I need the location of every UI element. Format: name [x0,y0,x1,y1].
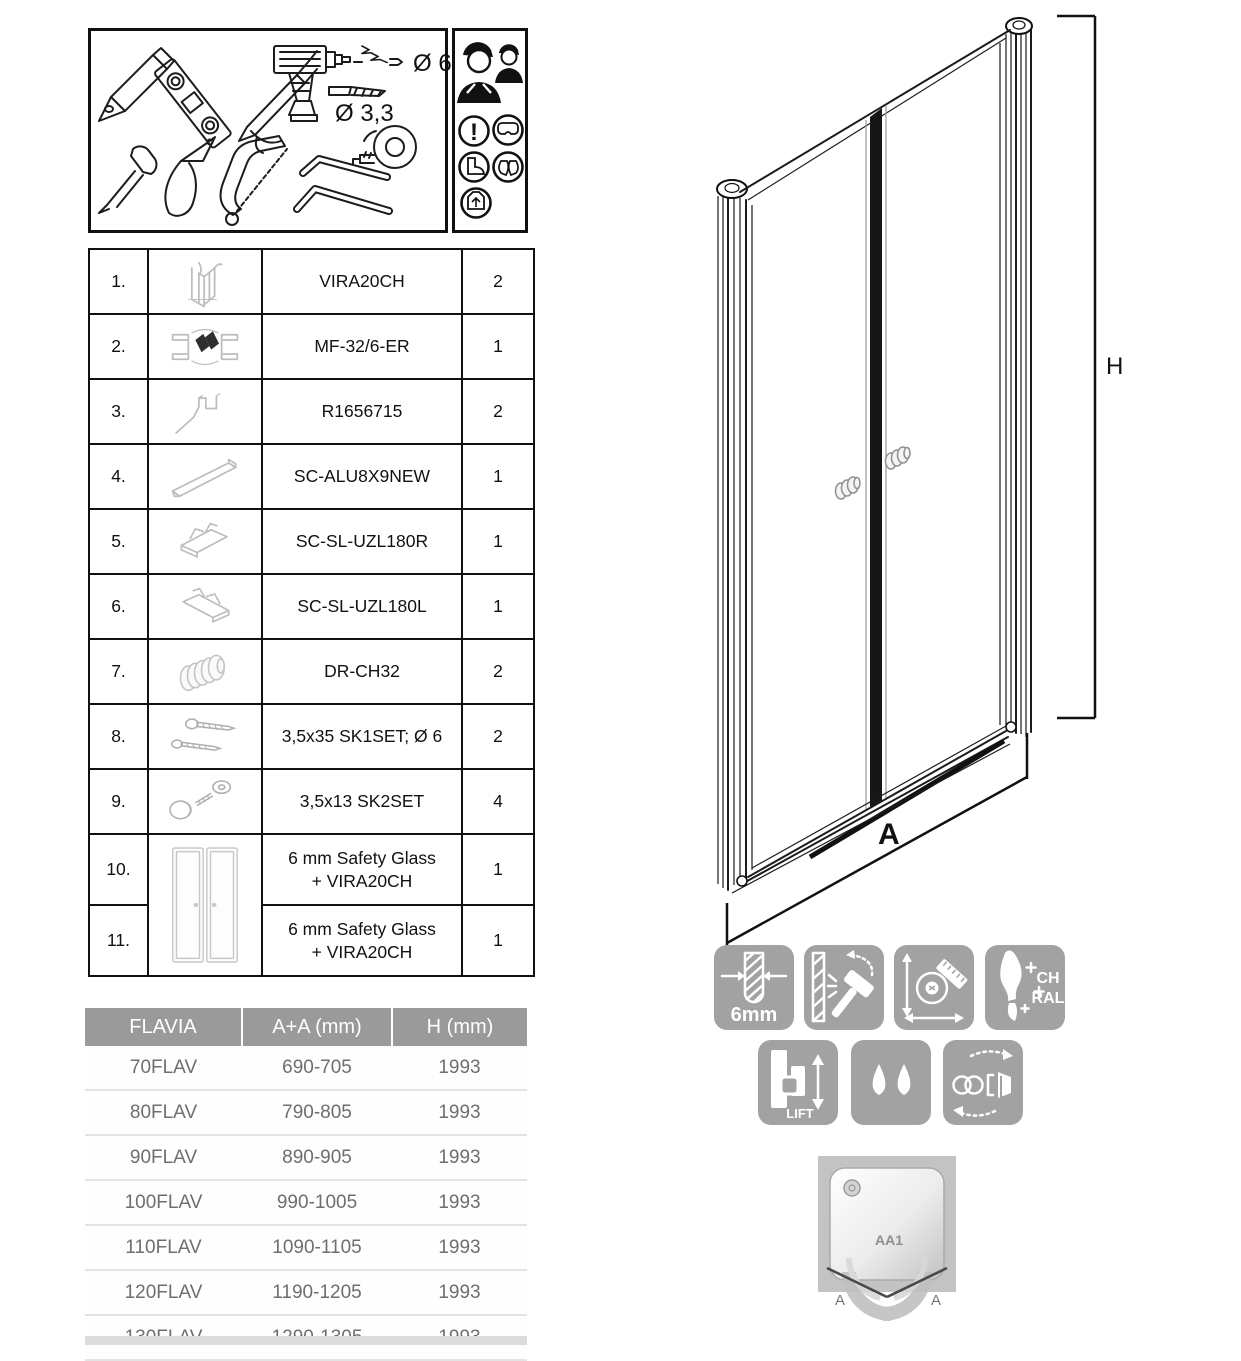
wall-plug-icon [354,46,402,65]
part-icon-magnetic-seal [148,314,262,379]
size-width-range: 1090-1105 [242,1225,392,1270]
warning-exclamation-icon [460,117,489,147]
part-icon-wall-profile [148,249,262,314]
part-name: MF-32/6-ER [262,314,462,379]
door-left-label: A [834,1292,846,1309]
size-model: 70FLAV [85,1046,242,1090]
size-height: 1993 [392,1090,527,1135]
parts-table-body [89,249,534,976]
part-icon-bracket [148,379,262,444]
protective-gloves-icon [494,153,523,182]
badge-wall-hammer-install [804,945,884,1030]
part-number: 10. [89,834,148,905]
safety-illustration [455,31,525,230]
bit-diameter-label: Ø 3,3 [335,100,394,127]
model-label: AA1 [874,1232,904,1248]
size-height: 1993 [392,1225,527,1270]
part-qty: 1 [462,834,534,905]
safety-goggles-icon [494,116,523,145]
size-chart-header-model: FLAVIA [85,1008,242,1046]
part-icon-double-doors [148,834,262,976]
badge-reversible-door [943,1040,1023,1125]
parts-list-table [88,248,535,977]
lift-label: LIFT [786,1106,814,1121]
required-tools-panel [88,28,452,233]
part-number: 1. [89,249,148,314]
screwdriver-icon [99,146,156,213]
size-chart-header-row [85,1008,527,1046]
part-qty: 1 [462,444,534,509]
width-dimension-label: A [878,818,900,851]
height-dimension-label: H [1106,353,1124,380]
size-chart-table [85,1008,527,1361]
part-row [89,444,534,509]
part-row [89,574,534,639]
part-name: 6 mm Safety Glass + VIRA20CH [262,905,462,976]
part-qty: 2 [462,379,534,444]
badge-paint-ch-ral [985,945,1065,1030]
door-right-label: A [930,1292,942,1309]
size-model: 110FLAV [85,1225,242,1270]
part-icon-knob [148,639,262,704]
size-row [85,1046,527,1090]
drain-icon [844,1180,860,1196]
size-chart-header-width: A+A (mm) [242,1008,392,1046]
part-qty: 1 [462,314,534,379]
size-height: 1993 [392,1046,527,1090]
part-number: 8. [89,704,148,769]
size-chart-body [85,1046,527,1360]
part-number: 3. [89,379,148,444]
size-row [85,1090,527,1135]
size-chart-header-height: H (mm) [392,1008,527,1046]
right-wall-profile [1006,18,1032,737]
part-icon-screws [148,704,262,769]
part-icon-hinge-right [148,509,262,574]
protective-clothing-icon [462,189,491,218]
size-model: 100FLAV [85,1180,242,1225]
part-qty: 1 [462,509,534,574]
left-wall-profile [717,180,747,890]
protective-boots-icon [460,153,489,182]
size-row [85,1135,527,1180]
left-door-knob [836,477,861,499]
size-row [85,1180,527,1225]
allen-keys-icon [297,159,389,211]
door-technical-drawing [690,0,1160,960]
size-height: 1993 [392,1270,527,1315]
size-model: 90FLAV [85,1135,242,1180]
part-qty: 4 [462,769,534,834]
part-row [89,704,534,769]
glass-thickness-label: 6mm [730,1004,778,1026]
utility-knife-icon [165,137,215,216]
table-bottom-strip [85,1336,527,1345]
part-number: 9. [89,769,148,834]
drill-bit-icon [329,87,385,96]
size-row [85,1270,527,1315]
part-row [89,249,534,314]
size-width-range: 1190-1205 [242,1270,392,1315]
part-row [89,769,534,834]
exclamation-glyph: ! [470,119,478,146]
bottom-right-hinge [1006,722,1016,732]
part-qty: 2 [462,249,534,314]
badge-lift-adjust [758,1040,838,1125]
installers-icon [457,42,523,103]
part-icon-hinge-left [148,574,262,639]
part-number: 2. [89,314,148,379]
size-height: 1993 [392,1135,527,1180]
safety-requirements-panel [452,28,528,233]
part-row [89,639,534,704]
size-row [85,1225,527,1270]
part-qty: 2 [462,704,534,769]
part-number: 7. [89,639,148,704]
badge-waterproof-drops [851,1040,931,1125]
size-model: 120FLAV [85,1270,242,1315]
paint-ral-label: RAL [1031,990,1065,1007]
bottom-left-hinge [737,876,747,886]
part-qty: 2 [462,639,534,704]
size-width-range: 890-905 [242,1135,392,1180]
height-dimension [1057,16,1123,718]
size-model: 80FLAV [85,1090,242,1135]
part-name: R1656715 [262,379,462,444]
part-name: 3,5x35 SK1SET; Ø 6 [262,704,462,769]
part-row [89,314,534,379]
part-name: DR-CH32 [262,639,462,704]
drill-diameter-label: Ø 6 [413,50,452,77]
part-number: 5. [89,509,148,574]
paint-ch-label: CH [1036,970,1060,987]
size-width-range: 790-805 [242,1090,392,1135]
size-width-range: 690-705 [242,1046,392,1090]
part-name: 3,5x13 SK2SET [262,769,462,834]
badge-glass-thickness-6mm [714,945,794,1030]
part-name: SC-SL-UZL180R [262,509,462,574]
tape-measure-icon [353,126,416,168]
size-height: 1993 [392,1180,527,1225]
size-width-range: 990-1005 [242,1180,392,1225]
hacksaw-icon [221,136,287,225]
badge-measure-before-install [894,945,974,1030]
part-name: SC-SL-UZL180L [262,574,462,639]
part-number: 11. [89,905,148,976]
part-name: VIRA20CH [262,249,462,314]
part-row [89,379,534,444]
part-qty: 1 [462,905,534,976]
product-preview-image [800,1150,1015,1325]
part-number: 6. [89,574,148,639]
part-icon-alu-bar [148,444,262,509]
center-mullion [866,106,886,810]
right-door-knob [886,447,911,469]
part-name: 6 mm Safety Glass + VIRA20CH [262,834,462,905]
tools-illustration [91,31,452,230]
part-row [89,834,534,905]
part-number: 4. [89,444,148,509]
part-name: SC-ALU8X9NEW [262,444,462,509]
part-icon-cap-screw [148,769,262,834]
part-qty: 1 [462,574,534,639]
part-row [89,509,534,574]
